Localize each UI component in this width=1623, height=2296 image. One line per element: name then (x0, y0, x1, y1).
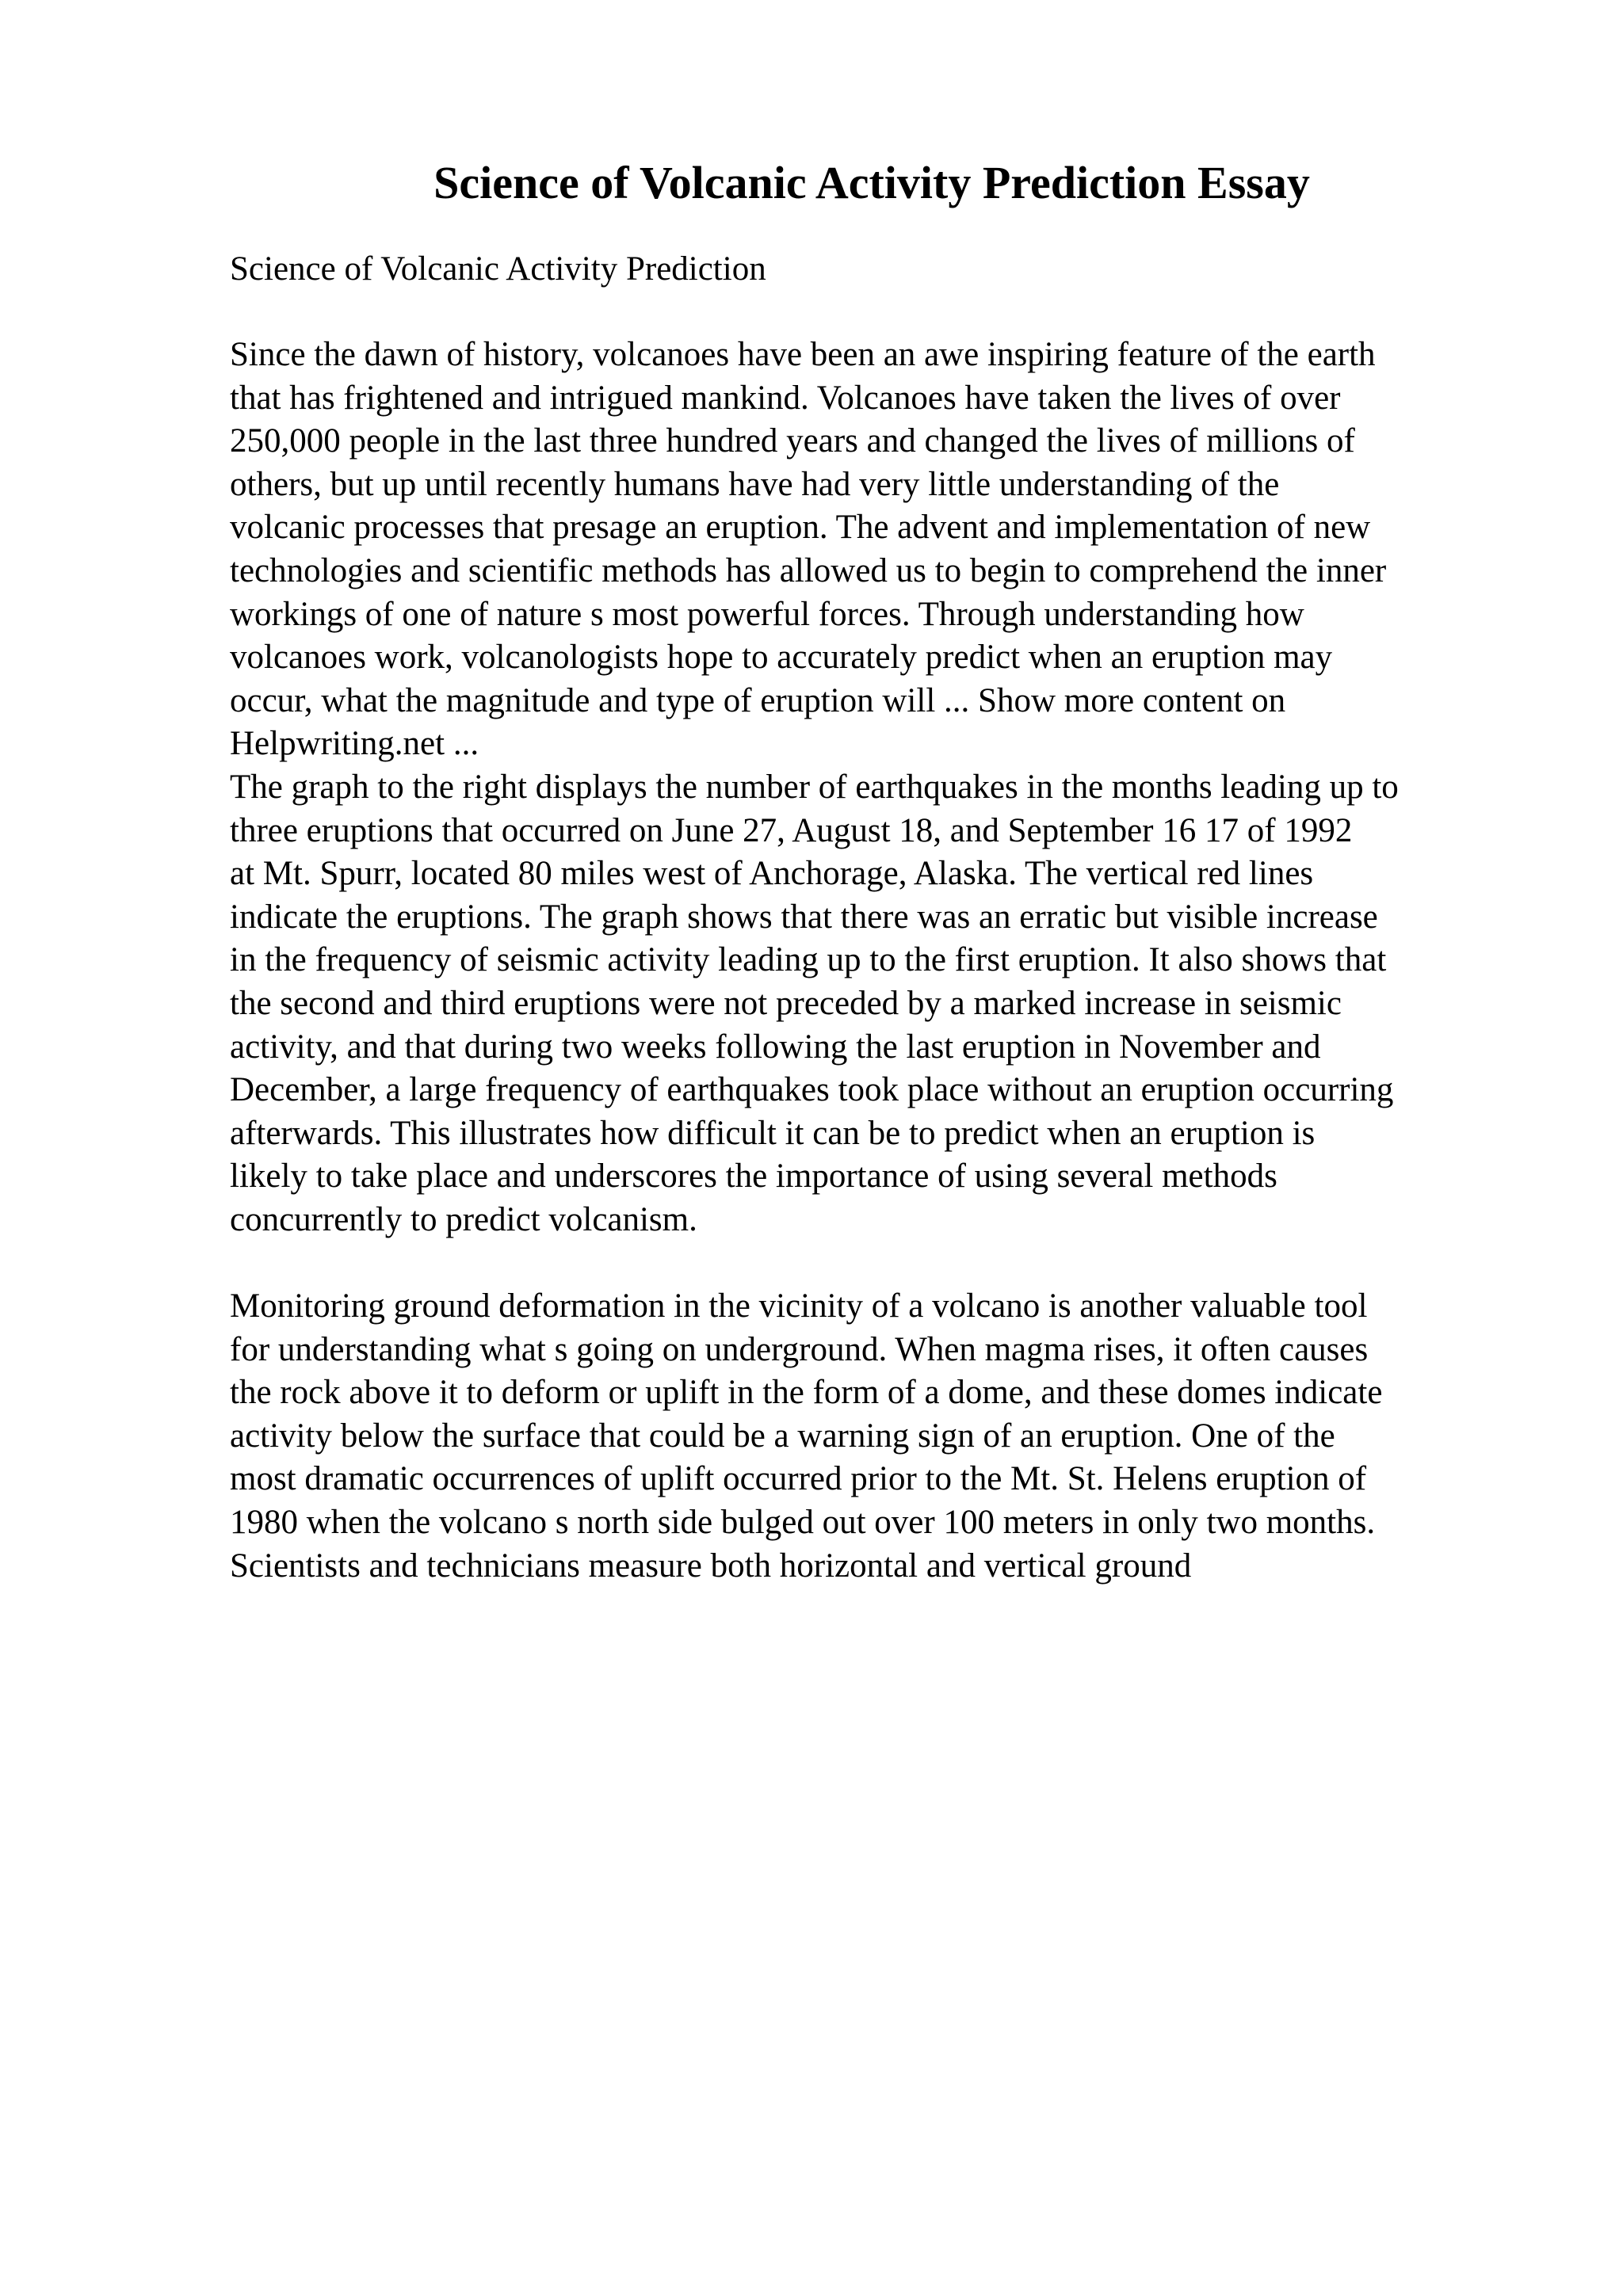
text-line: activity, and that during two weeks following the last eruption in November and (230, 1028, 1321, 1066)
text-line: three eruptions that occurred on June 27, August 18, and September 16 17 of 1992 (230, 811, 1353, 849)
text-line: others, but up until recently humans have had very little understanding of the (230, 465, 1280, 503)
text-line: that has frightened and intrigued mankind. Volcanoes have taken the lives of over (230, 379, 1341, 417)
text-line: Since the dawn of history, volcanoes have been an awe inspiring feature of the earth (230, 336, 1376, 373)
text-line: The graph to the right displays the number of earthquakes in the months leading up to (230, 769, 1399, 806)
text-line: at Mt. Spurr, located 80 miles west of Anchorage, Alaska. The vertical red lines (230, 855, 1314, 893)
text-line: December, a large frequency of earthquakes took place without an eruption occurring (230, 1071, 1394, 1109)
text-line: 1980 when the volcano s north side bulged out over 100 meters in only two months. (230, 1503, 1376, 1541)
text-line: the second and third eruptions were not preceded by a marked increase in seismic (230, 984, 1342, 1022)
text-line: volcanic processes that presage an eruption. The advent and implementation of new (230, 509, 1371, 547)
paragraph-intro (230, 334, 1514, 766)
text-line: volcanoes work, volcanologists hope to accurately predict when an eruption may (230, 639, 1333, 677)
text-line: Monitoring ground deformation in the vicinity of a volcano is another valuable tool (230, 1287, 1368, 1325)
text-line: technologies and scientific methods has allowed us to begin to comprehend the inner (230, 551, 1387, 589)
text-line: likely to take place and underscores the importance of using several methods (230, 1158, 1277, 1196)
paragraph-graph-description (230, 766, 1514, 1242)
text-line: indicate the eruptions. The graph shows that there was an erratic but visible increase (230, 898, 1378, 936)
text-line: occur, what the magnitude and type of eruption will ... Show more content on (230, 681, 1286, 719)
text-line: 250,000 people in the last three hundred years and changed the lives of millions of (230, 422, 1355, 460)
text-line: most dramatic occurrences of uplift occurred prior to the Mt. St. Helens eruption of (230, 1460, 1367, 1498)
text-line: Helpwriting.net ... (230, 725, 479, 763)
text-line: for understanding what s going on underground. When magma rises, it often causes (230, 1330, 1369, 1368)
text-line: workings of one of nature s most powerful forces. Through understanding how (230, 595, 1304, 633)
text-line: the rock above it to deform or uplift in the form of a dome, and these domes indicate (230, 1374, 1383, 1412)
document-subtitle: Science of Volcanic Activity Prediction (230, 250, 766, 288)
text-line: concurrently to predict volcanism. (230, 1200, 697, 1238)
text-line: in the frequency of seismic activity leading up to the first eruption. It also shows that (230, 941, 1387, 979)
text-line: activity below the surface that could be a warning sign of an eruption. One of the (230, 1417, 1335, 1455)
document-title: Science of Volcanic Activity Prediction Essay (433, 157, 1310, 208)
paragraph-ground-deformation (230, 1285, 1514, 1588)
text-line: Scientists and technicians measure both horizontal and vertical ground (230, 1547, 1192, 1585)
text-line: afterwards. This illustrates how difficult it can be to predict when an eruption is (230, 1114, 1316, 1152)
